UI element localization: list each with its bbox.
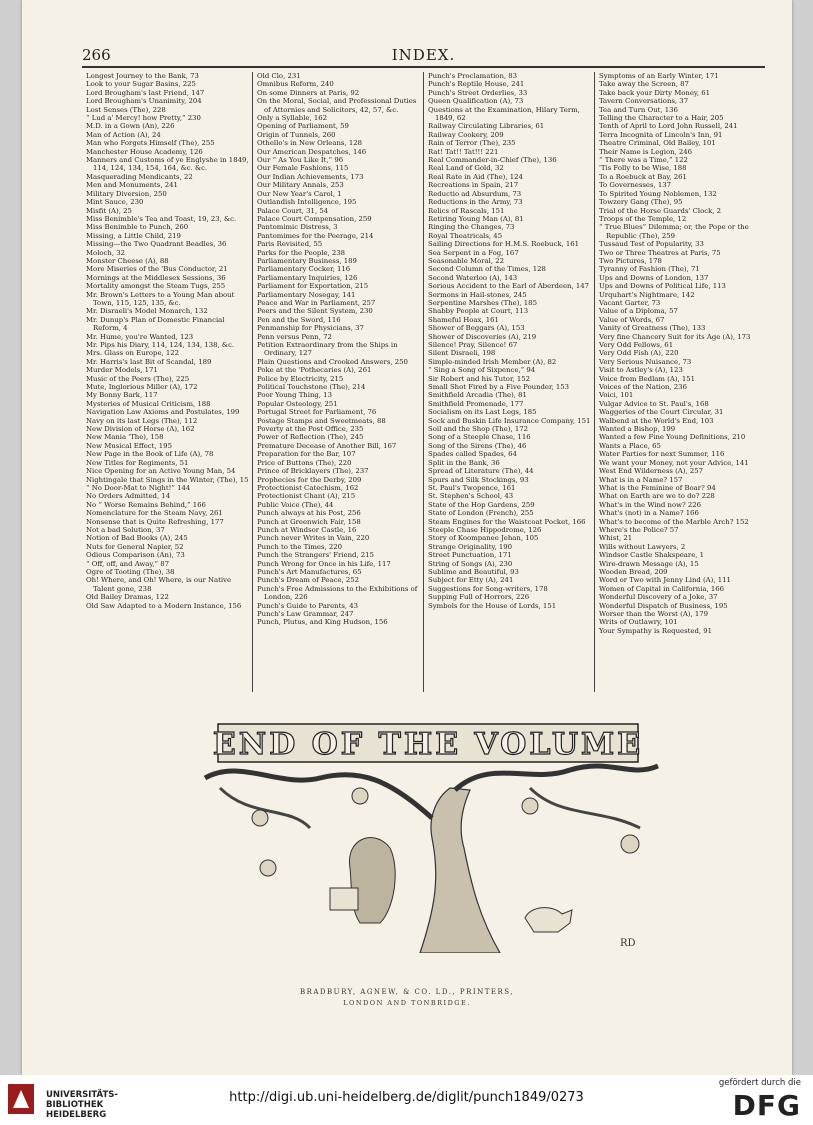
index-entry: Their Name is Legion, 246 xyxy=(599,147,693,156)
index-entry: Mr. Harris's last Bit of Scandal, 189 xyxy=(86,357,212,366)
index-entry: Mortality amongst the Steam Tugs, 255 xyxy=(86,282,226,291)
index-entry: Political Touchstone (The), 214 xyxy=(257,383,366,392)
index-entry: Sea Serpent in a Fog, 167 xyxy=(428,248,519,257)
index-entry: What on Earth are we to do? 228 xyxy=(599,492,715,501)
index-entry: Parliamentary Inquiries, 126 xyxy=(257,273,358,282)
index-entry: Murder Models, 171 xyxy=(86,366,158,375)
index-entry: Our American Despatches, 146 xyxy=(257,147,367,156)
index-entry: Mrs. Glass on Europe, 122 xyxy=(86,349,180,358)
index-entry: Poke at the 'Pothecaries (A), 261 xyxy=(257,366,372,375)
index-entry: Terra Incognita of Lincoln's Inn, 91 xyxy=(599,130,723,139)
institution-line-2: BIBLIOTHEK xyxy=(46,1100,104,1110)
index-entry: Parliamentary Business, 189 xyxy=(257,256,357,265)
index-entry: Men and Monuments, 241 xyxy=(86,181,178,190)
index-entry: Protectionist Catechism, 162 xyxy=(257,483,359,492)
index-entry: Mr. Dunup's Plan of Domestic Financial Reform, 4 xyxy=(86,315,225,333)
index-entry: Wooden Bread, 209 xyxy=(599,567,668,576)
index-entry: Simple-minded Irish Member (A), 82 xyxy=(428,357,557,366)
index-entry: Old Clo, 231 xyxy=(257,72,301,80)
index-entry: Penn versus Penn, 72 xyxy=(257,332,332,341)
index-column-4 xyxy=(594,72,765,692)
index-entry: Two Pictures, 178 xyxy=(599,256,662,265)
index-entry: Wants a Place, 65 xyxy=(599,441,661,450)
index-entry: Second Column of the Times, 128 xyxy=(428,265,546,274)
index-entry: Take back your Dirty Money, 61 xyxy=(599,88,711,97)
index-entry: Relics of Rascals, 151 xyxy=(428,206,505,215)
index-entry: Rat! Tat!! Tat!!! 221 xyxy=(428,147,499,156)
index-entry: Shower of Discoveries (A), 219 xyxy=(428,332,537,341)
index-entry: Sermons in Hail-stones, 245 xyxy=(428,290,527,299)
index-entry: Vulgar Advice to St. Paul's, 168 xyxy=(599,399,709,408)
index-entry: What's in the Wind now? 226 xyxy=(599,500,702,509)
index-entry: Pen and the Sword, 116 xyxy=(257,315,341,324)
index-entry: Prophecies for the Derby, 209 xyxy=(257,475,362,484)
dfg-logo: DFG xyxy=(732,1089,801,1122)
index-entry: Smithfield Arcadia (The), 81 xyxy=(428,391,527,400)
index-entry: Symptoms of an Early Winter, 171 xyxy=(599,72,719,80)
index-entry: Windsor Castle Shakspeare, 1 xyxy=(599,551,705,560)
index-entry: My Bonny Bark, 117 xyxy=(86,391,158,400)
tree-trunk xyxy=(420,788,500,953)
index-entry: Towzery Gang (The), 95 xyxy=(599,198,683,207)
index-entry: Value of Words, 67 xyxy=(599,315,665,324)
index-entry: Shabby People at Court, 113 xyxy=(428,307,529,316)
ornament xyxy=(621,835,639,853)
index-entry: Sailing Directions for H.M.S. Roebuck, 161 xyxy=(428,240,580,249)
index-entry: Real Land of Gold, 32 xyxy=(428,164,504,173)
index-entry: Walbend at the World's End, 103 xyxy=(599,416,714,425)
source-url[interactable]: http://digi.ub.uni-heidelberg.de/diglit/punch1849/0273 xyxy=(229,1090,584,1105)
index-entry: What is in a Name? 157 xyxy=(599,475,683,484)
funded-by-label: gefördert durch die xyxy=(718,1078,801,1088)
index-entry: Ringing the Changes, 73 xyxy=(428,223,515,232)
index-entry: “ True Blues” Dilemma; or, the Pope or the Republic (The), 259 xyxy=(599,223,749,240)
index-entry: Manners and Customs of ye Englyshe in 1849, 114, 124, 134, 154, 164, &c. &c. xyxy=(86,156,249,173)
index-entry: Parliamentary Nosegay, 141 xyxy=(257,290,356,299)
index-entry: Punch at Windsor Castle, 16 xyxy=(257,525,357,534)
index-entry: Nomenclature for the Steam Navy, 261 xyxy=(86,509,223,518)
index-entry: Retiring Young Man (A), 81 xyxy=(428,214,524,223)
index-entry: Parliament for Exportation, 215 xyxy=(257,282,369,291)
index-entry: Voices of the Nation, 236 xyxy=(599,383,687,392)
index-entry: Ups and Downs of London, 137 xyxy=(599,273,709,282)
index-entry: Portugal Street for Parliament, 76 xyxy=(257,408,377,417)
index-entry: Strange Originality, 190 xyxy=(428,542,513,551)
page-number: 266 xyxy=(82,46,111,64)
index-entry: Punch's Art Manufactures, 65 xyxy=(257,567,362,576)
end-of-volume-illustration xyxy=(200,718,660,953)
index-entry: Mint Sauce, 230 xyxy=(86,198,144,207)
ornament xyxy=(352,788,368,804)
index-columns xyxy=(82,72,765,692)
index-entry: Moloch, 32 xyxy=(86,248,126,257)
index-entry: Symbols for the House of Lords, 151 xyxy=(428,601,557,610)
index-entry: Serpentine Marshes (The), 185 xyxy=(428,298,537,307)
index-entry: To a Roebuck at Bay, 261 xyxy=(599,172,687,181)
index-entry: Longest Journey to the Bank, 73 xyxy=(86,72,199,80)
ornament xyxy=(260,860,276,876)
index-entry: Othello's in New Orleans, 128 xyxy=(257,139,362,148)
index-entry: Not a bad Solution, 37 xyxy=(86,525,165,534)
index-entry: “ There was a Time,” 122 xyxy=(599,156,688,165)
index-entry: Oh! Where, and Oh! Where, is our Native Talent gone, 238 xyxy=(86,576,232,593)
index-entry: Punch Wrong for Once in his Life, 117 xyxy=(257,559,391,568)
index-entry: State of London (French), 255 xyxy=(428,509,534,518)
index-entry: Our Indian Achievements, 173 xyxy=(257,172,364,181)
index-entry: Silent Disraeli, 198 xyxy=(428,349,496,358)
index-entry: M.D. in a Gown (An), 226 xyxy=(86,122,175,131)
ornament xyxy=(252,810,268,826)
index-entry: Punch to the Times, 220 xyxy=(257,542,343,551)
index-entry: Wanted a few Fine Young Definitions, 210 xyxy=(599,433,746,442)
index-entry: Very Serious Nuisance, 73 xyxy=(599,357,692,366)
index-entry: What is the Feminine of Boar? 94 xyxy=(599,483,716,492)
index-entry: Smithfield Promenade, 177 xyxy=(428,399,524,408)
index-entry: Whist, 21 xyxy=(599,534,633,543)
index-entry: Value of a Diploma, 57 xyxy=(599,307,678,316)
index-entry: Poverty at the Post Office, 235 xyxy=(257,425,364,434)
index-entry: Song of the Sirens (The), 46 xyxy=(428,441,527,450)
index-entry: Parliamentary Cocker, 116 xyxy=(257,265,351,274)
index-entry: Peers and the Silent System, 230 xyxy=(257,307,373,316)
index-entry: Where's the Police? 57 xyxy=(599,525,679,534)
index-entry: Railway Circulating Libraries, 61 xyxy=(428,122,545,131)
index-entry: Serious Accident to the Earl of Aberdeen, 147 xyxy=(428,282,589,291)
index-entry: Only a Syllable, 162 xyxy=(257,114,328,123)
index-entry: Premature Decease of Another Bill, 167 xyxy=(257,441,397,450)
index-entry: Military Diversion, 250 xyxy=(86,189,167,198)
index-entry: Silence! Pray, Silence! 67 xyxy=(428,341,518,349)
index-entry: Song of a Steeple Chase, 116 xyxy=(428,433,531,442)
index-entry: Story of Koompanee Jehan, 105 xyxy=(428,534,539,543)
index-entry: Spades called Spades, 64 xyxy=(428,450,517,459)
index-entry: Word or Two with Jenny Lind (A), 111 xyxy=(599,576,731,585)
index-entry: Missing, a Little Child, 219 xyxy=(86,231,181,240)
index-entry: Peace and War in Parliament, 257 xyxy=(257,298,376,307)
index-entry: “ No Door-Mat to Night!” 144 xyxy=(86,483,191,492)
index-entry: Women of Capital in California, 166 xyxy=(599,584,725,593)
index-entry: Queen Qualification (A), 73 xyxy=(428,97,524,106)
index-entry: On the Moral, Social, and Professional Duties of Attornies and Solicitors, 42, 57, &c. xyxy=(257,97,417,114)
index-entry: Questions at the Examination, Hilary Term, 1849, 62 xyxy=(428,105,580,123)
printer-line-2: LONDON AND TONBRIDGE. xyxy=(343,999,471,1007)
index-entry: Power of Reflection (The), 245 xyxy=(257,433,364,442)
index-entry: Nightingale that Sings in the Winter, (The), 15 xyxy=(86,475,249,484)
index-entry: St. Paul's Twopence, 161 xyxy=(428,483,516,492)
index-entry: St. Stephen's School, 43 xyxy=(428,492,514,501)
index-entry: Misfit (A), 25 xyxy=(86,206,132,215)
index-entry: What's (not) in a Name? 166 xyxy=(599,509,699,518)
index-entry: Navy on its last Legs (The), 112 xyxy=(86,416,198,425)
index-entry: New Titles for Regiments, 51 xyxy=(86,458,189,467)
index-entry: “ Off, off, and Away,” 87 xyxy=(86,559,170,568)
institution-line-1: UNIVERSITÄTS- xyxy=(46,1090,118,1100)
index-entry: Preparation for the Bar, 107 xyxy=(257,450,356,459)
index-entry: Ups and Downs of Political Life, 113 xyxy=(599,282,726,291)
index-entry: Seasonable Moral, 22 xyxy=(428,256,504,265)
index-entry: Reductio ad Absurdum, 73 xyxy=(428,189,522,198)
index-entry: Steeple Chase Hippodrome, 126 xyxy=(428,525,542,534)
index-entry: Missing—the Two Quadrant Beadles, 36 xyxy=(86,240,227,249)
index-entry: On some Dinners at Paris, 92 xyxy=(257,88,360,97)
index-entry: Recreations in Spain, 217 xyxy=(428,181,519,190)
index-entry: Penmanship for Physicians, 37 xyxy=(257,324,364,333)
index-entry: To Governesses, 137 xyxy=(599,181,672,190)
index-entry: Lord Brougham's Unanimity, 204 xyxy=(86,97,202,106)
index-entry: State of the Hop Gardens, 259 xyxy=(428,500,535,509)
index-entry: Punch always at his Post, 256 xyxy=(257,509,361,518)
index-entry: Mysteries of Musical Criticism, 188 xyxy=(86,399,211,408)
index-entry: Punch the Strangers' Friend, 215 xyxy=(257,551,374,560)
index-entry: Punch, Plutus, and King Hudson, 156 xyxy=(257,618,388,627)
index-entry: Paris Revisited, 55 xyxy=(257,240,323,249)
index-entry: “ Sing a Song of Sixpence,” 94 xyxy=(428,366,536,375)
index-entry: Lord Brougham's last Friend, 147 xyxy=(86,88,205,97)
index-entry: Rain of Terror (The), 235 xyxy=(428,139,516,148)
dog-toby xyxy=(525,908,572,932)
index-entry: Odious Comparison (An), 73 xyxy=(86,551,185,560)
index-entry: Man of Action (A), 24 xyxy=(86,130,161,139)
index-entry: Punch's Law Grammar, 247 xyxy=(257,610,354,618)
index-entry: Socialism on its Last Legs, 185 xyxy=(428,408,537,417)
index-entry: Royal Theatricals, 45 xyxy=(428,231,503,240)
index-entry: Music of the Peers (The), 225 xyxy=(86,374,190,383)
index-entry: Wonderful Discovery of a Joke, 37 xyxy=(599,593,718,602)
index-entry: Pantomimes for the Peerage, 214 xyxy=(257,231,374,240)
banner-text: END OF THE VOLUME xyxy=(212,727,644,762)
index-entry: Troops of the Temple, 12 xyxy=(599,214,687,223)
index-entry: Protectionist Chant (A), 215 xyxy=(257,492,356,501)
index-entry: Outlandish Intelligence, 195 xyxy=(257,198,357,207)
index-entry: Take away the Screen, 87 xyxy=(599,80,689,89)
index-entry: Our “ As You Like It,” 96 xyxy=(257,156,344,165)
index-entry: Notion of Bad Books (A), 245 xyxy=(86,534,188,543)
index-entry: Palace Court, 31, 54 xyxy=(257,206,329,215)
index-entry: Our Female Fashions, 115 xyxy=(257,164,349,173)
index-entry: 'Tis Folly to be Wise, 188 xyxy=(599,164,687,173)
index-entry: Railway Cookery, 209 xyxy=(428,130,504,139)
index-entry: Very Odd Fellows, 61 xyxy=(599,341,674,349)
index-entry: Nuts for General Napier, 52 xyxy=(86,542,184,551)
index-entry: Waggeries of the Court Circular, 31 xyxy=(599,408,724,417)
header-rule xyxy=(82,66,765,68)
index-entry: Our New Year's Carol, 1 xyxy=(257,189,342,198)
index-entry: Poor Young Thing, 13 xyxy=(257,391,332,400)
index-entry: Punch's Street Orderlies, 33 xyxy=(428,88,528,97)
index-entry: Tyranny of Fashion (The), 71 xyxy=(599,265,700,274)
index-entry: Police by Electricity, 215 xyxy=(257,374,344,383)
index-entry: Telling the Character to a Hair, 205 xyxy=(599,114,724,123)
index-entry: Popular Osteology, 251 xyxy=(257,399,338,408)
index-column-3 xyxy=(423,72,594,692)
index-entry: Mr. Brown's Letters to a Young Man about Town, 115, 125, 135, &c. xyxy=(86,290,235,307)
index-entry: Prince of Bricklayers (The), 237 xyxy=(257,467,369,476)
index-entry: Shameful Hoax, 161 xyxy=(428,315,499,324)
index-entry: Steam Engines for the Waistcoat Pocket, 166 xyxy=(428,517,586,526)
index-entry: Punch's Guide to Parents, 43 xyxy=(257,601,359,610)
index-entry: Parks for the People, 238 xyxy=(257,248,346,257)
index-entry: New Musical Effect, 195 xyxy=(86,441,172,450)
index-entry: Manchester House Academy, 126 xyxy=(86,147,203,156)
index-entry: Theatre Criminal, Old Bailey, 101 xyxy=(599,139,716,148)
index-entry: Writs of Outlawry, 101 xyxy=(599,618,678,627)
index-entry: New Division of Horse (A), 162 xyxy=(86,425,195,434)
index-entry: Suggestions for Song-writers, 178 xyxy=(428,584,548,593)
index-entry: Trial of the Horse Guards' Clock, 2 xyxy=(599,206,722,215)
index-entry: Vanity of Greatness (The), 133 xyxy=(599,324,706,333)
index-entry: “ Lud a' Mercy! how Pretty,” 230 xyxy=(86,114,201,123)
index-entry: Our Military Annals, 253 xyxy=(257,181,344,190)
index-entry: Navigation Law Axioms and Postulates, 199 xyxy=(86,408,240,417)
index-entry: Mr. Pips his Diary, 114, 124, 134, 138, &c. xyxy=(86,341,235,349)
index-entry: Sir Robert and his Tutor, 152 xyxy=(428,374,531,383)
tree-branch-right xyxy=(455,766,658,790)
index-entry: Tea and Turn Out, 136 xyxy=(599,105,678,114)
index-entry: Urquhart's Nightmare, 142 xyxy=(599,290,695,299)
index-entry: Shower of Beggars (A), 153 xyxy=(428,324,525,333)
index-entry: Old Saw Adapted to a Modern Instance, 156 xyxy=(86,601,242,610)
index-column-2 xyxy=(252,72,423,692)
index-entry: More Miseries of the 'Bus Conductor, 21 xyxy=(86,265,228,274)
index-entry: Your Sympathy is Requested, 91 xyxy=(599,626,713,635)
index-entry: Voici, 101 xyxy=(599,391,634,400)
index-entry: Nonsense that is Quite Refreshing, 177 xyxy=(86,517,224,526)
index-entry: West End Wilderness (A), 257 xyxy=(599,467,703,476)
index-entry: Punch's Proclamation, 83 xyxy=(428,72,518,80)
index-entry: New Page in the Book of Life (A), 78 xyxy=(86,450,214,459)
index-entry: Palace Court Compensation, 259 xyxy=(257,214,372,223)
index-entry: Visit to Astley's (A), 123 xyxy=(599,366,683,375)
index-entry: Miss Benimble to Punch, 260 xyxy=(86,223,189,232)
ornament xyxy=(522,798,538,814)
index-entry: Punch's Dream of Peace, 252 xyxy=(257,576,360,585)
index-entry: Nice Opening for an Active Young Man, 54 xyxy=(86,467,236,476)
index-entry: Pantomimic Distress, 3 xyxy=(257,223,338,232)
index-entry: Origin of Tunnels, 260 xyxy=(257,130,336,139)
index-entry: Worser than the Worst (A), 179 xyxy=(599,610,709,618)
index-entry: Tussaud Test of Popularity, 33 xyxy=(599,240,704,249)
index-entry: Omnibus Reform, 240 xyxy=(257,80,334,89)
index-entry: Mr. Disraeli's Model Monarch, 132 xyxy=(86,307,208,316)
index-entry: Wonderful Dispatch of Business, 195 xyxy=(599,601,728,610)
index-entry: Opening of Parliament, 59 xyxy=(257,122,349,131)
index-entry: Voice from Bedlam (A), 151 xyxy=(599,374,696,383)
index-entry: No Orders Admitted, 14 xyxy=(86,492,171,501)
index-entry: Punch's Reptile House, 241 xyxy=(428,80,525,89)
index-entry: Vacant Garter, 73 xyxy=(599,298,661,307)
index-entry: Water Parties for next Summer, 116 xyxy=(599,450,725,459)
index-entry: Two or Three Theatres at Paris, 75 xyxy=(599,248,721,257)
index-entry: Real Rate in Aid (The), 124 xyxy=(428,172,523,181)
index-entry: We want your Money, not your Advice, 141 xyxy=(599,458,749,467)
index-entry: Price of Buttons (The), 220 xyxy=(257,458,352,467)
index-entry: No “ Worse Remains Behind,” 166 xyxy=(86,500,206,509)
index-entry: Split in the Bank, 36 xyxy=(428,458,500,467)
index-entry: Punch at Greenwich Fair, 158 xyxy=(257,517,361,526)
index-entry: Tavern Conversations, 37 xyxy=(599,97,689,106)
index-entry: Plain Questions and Crooked Answers, 250 xyxy=(257,357,408,366)
index-entry: New Mania 'The), 158 xyxy=(86,433,164,442)
index-entry: Petition Extraordinary from the Ships in Ordinary, 127 xyxy=(257,341,398,358)
index-entry: Very fine Chancery Suit for its Age (A), 173 xyxy=(599,332,751,341)
index-entry: Real Commander-in-Chief (The), 136 xyxy=(428,156,557,165)
index-entry: Spurs and Silk Stockings, 93 xyxy=(428,475,529,484)
index-entry: Sublime and Beautiful, 93 xyxy=(428,567,519,576)
tree-branch-left xyxy=(205,771,432,818)
index-entry: Ogre of Tooting (The), 38 xyxy=(86,567,175,576)
index-entry: Very Odd Fish (A), 220 xyxy=(599,349,679,358)
index-entry: Supping Full of Horrors, 226 xyxy=(428,593,530,602)
digitization-footer xyxy=(0,1075,813,1125)
index-entry: Soil and the Shop (The), 172 xyxy=(428,425,529,434)
index-entry: Spread of Literature (The), 44 xyxy=(428,467,534,476)
index-entry: Man who Forgets Himself (The), 255 xyxy=(86,139,215,148)
index-entry: String of Songs (A), 230 xyxy=(428,559,513,568)
index-column-1 xyxy=(82,72,252,692)
index-entry: Wire-drawn Message (A), 15 xyxy=(599,559,699,568)
index-entry: Masquerading Mendicants, 22 xyxy=(86,172,193,181)
index-entry: Postage Stamps and Sweetmeats, 88 xyxy=(257,416,386,425)
index-entry: Old Bailey Dramas, 122 xyxy=(86,593,169,602)
page-header xyxy=(82,44,765,66)
index-entry: Punch never Writes in Vain, 220 xyxy=(257,534,370,543)
index-entry: Wanted a Bishop, 199 xyxy=(599,425,676,434)
index-entry: Sock and Buskin Life Insurance Company, 151 xyxy=(428,416,591,425)
index-entry: Lost Senses (The), 228 xyxy=(86,105,166,114)
index-entry: Public Voice (The), 44 xyxy=(257,500,334,509)
institution-line-3: HEIDELBERG xyxy=(46,1110,107,1120)
index-entry: Mute, Inglorious Miller (A), 172 xyxy=(86,383,198,392)
index-entry: Punch's Free Admissions to the Exhibitions of London, 226 xyxy=(257,584,418,602)
index-entry: What's to become of the Marble Arch? 152 xyxy=(599,517,749,526)
index-entry: Reductions in the Army, 73 xyxy=(428,198,523,207)
page-title: INDEX. xyxy=(391,46,456,64)
index-entry: Look to your Sugar Basins, 225 xyxy=(86,80,196,89)
scanned-page xyxy=(22,0,792,1075)
index-entry: To Spirited Young Noblemen, 132 xyxy=(599,189,717,198)
index-entry: Mr. Hume, you're Wanted, 123 xyxy=(86,332,194,341)
index-entry: Miss Benimble's Tea and Toast, 19, 23, &c. xyxy=(86,214,237,223)
printer-line: BRADBURY, AGNEW, & CO. LD., PRINTERS, xyxy=(299,988,515,996)
monogram: RD xyxy=(620,938,636,949)
index-entry: Street Punctuation, 171 xyxy=(428,551,512,560)
index-entry: Small Shot Fired by a Five Pounder, 153 xyxy=(428,383,570,392)
book xyxy=(330,888,358,910)
index-entry: Second Waterloo (A), 143 xyxy=(428,273,518,282)
index-entry: Tenth of April to Lord John Russell, 241 xyxy=(599,122,738,131)
index-entry: Subject for Etty (A), 241 xyxy=(428,576,514,585)
index-entry: Monster Cheese (A), 88 xyxy=(86,256,169,265)
index-entry: Wills without Lawyers, 2 xyxy=(599,542,686,551)
index-entry: Mornings at the Middlesex Sessions, 36 xyxy=(86,273,226,282)
